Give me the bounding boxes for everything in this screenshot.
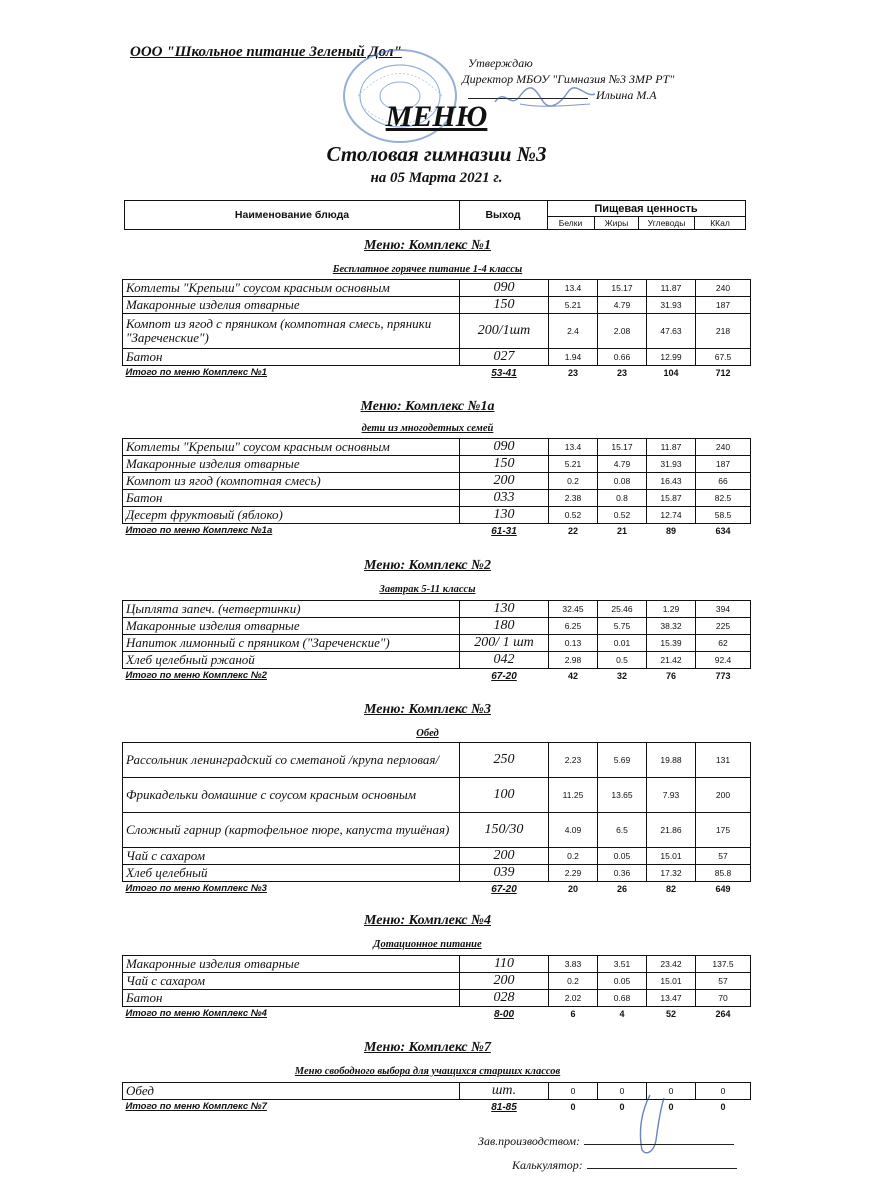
dish-kcal: 85.8 [696,865,751,882]
dish-output: 042 [460,652,549,669]
total-fats: 23 [616,368,627,378]
header-kcal: ККал [710,218,730,228]
dish-kcal: 218 [696,314,751,349]
dish-output: 200 [460,973,549,990]
dish-fats: 0.05 [598,848,647,865]
dish-fats: 0.5 [598,652,647,669]
total-carbs: 82 [665,884,676,894]
dish-output: 200/ 1 шт [460,635,549,652]
table-header [124,200,746,230]
total-fats: 26 [616,884,627,894]
total-kcal: 634 [715,526,731,536]
dish-kcal: 66 [696,473,751,490]
total-label: Итого по меню Комплекс №1 [125,367,267,378]
total-kcal: 773 [715,671,731,681]
section-title: Меню: Комплекс №1а [360,399,495,414]
dish-output: 033 [460,490,549,507]
dish-carbs: 15.39 [647,635,696,652]
dish-proteins: 3.83 [549,956,598,973]
dish-proteins: 2.38 [549,490,598,507]
canteen-title: Столовая гимназии №3 [326,142,547,166]
total-proteins: 23 [567,368,578,378]
calculator-label: Калькулятор: [512,1158,583,1172]
header-output: Выход [459,201,548,229]
dish-name: Хлеб целебный ржаной [123,652,460,669]
dish-carbs: 38.32 [647,618,696,635]
table-row [123,297,751,314]
menu-table [122,955,751,1021]
section-subtitle: дети из многодетных семей [361,423,494,434]
dish-fats: 0.52 [598,507,647,524]
total-price: 67-20 [491,670,517,682]
dish-output: 150/30 [460,813,549,848]
total-fats: 21 [616,526,627,536]
section-title: Меню: Комплекс №7 [364,1040,491,1055]
total-price: 8-00 [493,1008,514,1020]
menu-table [122,600,751,683]
table-row [123,349,751,366]
table-row [123,973,751,990]
dish-name: Десерт фруктовый (яблоко) [123,507,460,524]
dish-kcal: 175 [696,813,751,848]
menu-table [122,742,751,896]
dish-output: 110 [460,956,549,973]
dish-kcal: 82.5 [696,490,751,507]
dish-carbs: 13.47 [647,990,696,1007]
table-row [123,456,751,473]
table-row [123,848,751,865]
dish-proteins: 5.21 [549,297,598,314]
dish-kcal: 225 [696,618,751,635]
total-label: Итого по меню Комплекс №3 [125,883,267,894]
table-row [123,813,751,848]
dish-fats: 0.66 [598,349,647,366]
total-price: 81-85 [491,1101,517,1113]
total-price: 61-31 [491,525,517,537]
dish-name: Макаронные изделия отварные [123,297,460,314]
dish-kcal: 70 [696,990,751,1007]
dish-proteins: 2.4 [549,314,598,349]
table-row [123,314,751,349]
total-proteins: 42 [567,671,578,681]
dish-output: 090 [460,280,549,297]
dish-output: 200 [460,848,549,865]
dish-proteins: 13.4 [549,439,598,456]
dish-output: 090 [460,439,549,456]
dish-name: Компот из ягод с пряником (компотная смесь, пряники "Зареченские") [123,314,460,349]
dish-carbs: 21.42 [647,652,696,669]
dish-name: Котлеты "Крепыш" соусом красным основным [123,439,460,456]
dish-kcal: 57 [696,973,751,990]
signature-line [584,1134,734,1145]
dish-fats: 3.51 [598,956,647,973]
dish-carbs: 12.74 [647,507,696,524]
dish-carbs: 15.01 [647,973,696,990]
dish-proteins: 0.2 [549,848,598,865]
dish-name: Батон [123,990,460,1007]
dish-proteins: 0.2 [549,473,598,490]
dish-carbs: 0 [647,1083,696,1100]
table-row [123,865,751,882]
dish-carbs: 19.88 [647,743,696,778]
dish-carbs: 15.01 [647,848,696,865]
dish-fats: 0.8 [598,490,647,507]
dish-kcal: 187 [696,297,751,314]
dish-name: Сложный гарнир (картофельное пюре, капуста тушёная) [123,813,460,848]
production-head-line [478,1134,734,1149]
dish-carbs: 12.99 [647,349,696,366]
dish-output: 200 [460,473,549,490]
section-title: Меню: Комплекс №3 [364,702,491,717]
section-subtitle: Бесплатное горячее питание 1-4 классы [332,264,523,275]
dish-proteins: 11.25 [549,778,598,813]
signature-line [587,1158,737,1169]
calculator-line [512,1158,737,1173]
dish-carbs: 31.93 [647,297,696,314]
dish-fats: 4.79 [598,297,647,314]
dish-name: Цыплята запеч. (четвертинки) [123,601,460,618]
table-row [123,507,751,524]
table-row [123,743,751,778]
header-proteins: Белки [547,217,595,229]
dish-name: Чай с сахаром [123,848,460,865]
dish-proteins: 5.21 [549,456,598,473]
header-nutrition: Пищевая ценность [547,201,745,217]
total-fats: 0 [619,1102,625,1112]
dish-fats: 0.68 [598,990,647,1007]
dish-carbs: 11.87 [647,280,696,297]
dish-output: 250 [460,743,549,778]
table-row [123,990,751,1007]
total-label: Итого по меню Комплекс №1а [125,525,273,536]
dish-carbs: 11.87 [647,439,696,456]
total-kcal: 649 [715,884,731,894]
dish-carbs: 16.43 [647,473,696,490]
total-label: Итого по меню Комплекс №2 [125,670,267,681]
dish-output: 200/1шт [460,314,549,349]
dish-name: Хлеб целебный [123,865,460,882]
header-carbs: Углеводы [639,217,695,229]
dish-kcal: 394 [696,601,751,618]
dish-fats: 4.79 [598,456,647,473]
total-row [123,669,751,684]
dish-kcal: 240 [696,439,751,456]
dish-fats: 0.01 [598,635,647,652]
dish-name: Котлеты "Крепыш" соусом красным основным [123,280,460,297]
dish-kcal: 0 [696,1083,751,1100]
table-row [123,439,751,456]
dish-carbs: 1.29 [647,601,696,618]
total-kcal: 0 [720,1102,726,1112]
total-proteins: 6 [570,1009,576,1019]
dish-kcal: 187 [696,456,751,473]
total-row [123,524,751,539]
total-row [123,366,751,381]
dish-kcal: 92.4 [696,652,751,669]
total-proteins: 0 [570,1102,576,1112]
dish-proteins: 1.94 [549,349,598,366]
dish-fats: 0 [598,1083,647,1100]
dish-carbs: 17.32 [647,865,696,882]
dish-name: Макаронные изделия отварные [123,618,460,635]
dish-kcal: 57 [696,848,751,865]
dish-name: Фрикадельки домашние с соусом красным основным [123,778,460,813]
section-subtitle: Завтрак 5-11 классы [379,584,476,595]
dish-fats: 2.08 [598,314,647,349]
dish-fats: 0.08 [598,473,647,490]
section-title: Меню: Комплекс №1 [364,238,491,253]
total-kcal: 264 [715,1009,731,1019]
table-row [123,601,751,618]
dish-proteins: 13.4 [549,280,598,297]
dish-kcal: 137.5 [696,956,751,973]
dish-output: 180 [460,618,549,635]
table-row [123,618,751,635]
approve-label: Утверждаю [468,56,533,70]
section-subtitle: Меню свободного выбора для учащихся старших классов [294,1066,561,1077]
dish-output: 130 [460,507,549,524]
dish-name: Макаронные изделия отварные [123,456,460,473]
total-kcal: 712 [715,368,731,378]
dish-name: Напиток лимонный с пряником ("Зареченские") [123,635,460,652]
menu-table [122,438,751,538]
dish-proteins: 4.09 [549,813,598,848]
dish-name: Макаронные изделия отварные [123,956,460,973]
header-fats: Жиры [595,217,639,229]
dish-fats: 0.05 [598,973,647,990]
dish-output: 039 [460,865,549,882]
dish-proteins: 0.52 [549,507,598,524]
dish-fats: 15.17 [598,280,647,297]
total-price: 67-20 [491,883,517,895]
total-label: Итого по меню Комплекс №4 [125,1008,267,1019]
dish-fats: 5.69 [598,743,647,778]
menu-table [122,279,751,380]
dish-proteins: 2.02 [549,990,598,1007]
total-row [123,882,751,897]
production-head-label: Зав.производством: [478,1134,581,1148]
table-row [123,635,751,652]
dish-fats: 5.75 [598,618,647,635]
dish-name: Обед [123,1083,460,1100]
dish-proteins: 32.45 [549,601,598,618]
dish-output: 150 [460,456,549,473]
dish-proteins: 0.2 [549,973,598,990]
director-name: Ильина М.А [596,88,657,102]
dish-output: 027 [460,349,549,366]
dish-kcal: 200 [696,778,751,813]
organization-name: ООО "Школьное питание Зеленый Дол" [130,44,402,60]
table-row [123,473,751,490]
total-label: Итого по меню Комплекс №7 [125,1101,267,1112]
dish-carbs: 15.87 [647,490,696,507]
dish-proteins: 2.29 [549,865,598,882]
section-title: Меню: Комплекс №4 [364,913,491,928]
page-title: МЕНЮ [385,100,488,133]
table-row [123,956,751,973]
dish-output: 130 [460,601,549,618]
dish-name: Чай с сахаром [123,973,460,990]
dish-kcal: 67.5 [696,349,751,366]
total-carbs: 76 [665,671,676,681]
total-carbs: 89 [665,526,676,536]
dish-output: 028 [460,990,549,1007]
total-price: 53-41 [491,367,517,379]
dish-kcal: 58.5 [696,507,751,524]
dish-fats: 13.65 [598,778,647,813]
dish-proteins: 2.23 [549,743,598,778]
dish-carbs: 31.93 [647,456,696,473]
dish-kcal: 62 [696,635,751,652]
total-fats: 32 [616,671,627,681]
dish-name: Рассольник ленинградский со сметаной /крупа перловая/ [123,743,460,778]
dish-kcal: 240 [696,280,751,297]
dish-fats: 0.36 [598,865,647,882]
header-dish-name: Наименование блюда [125,201,460,229]
dish-proteins: 0.13 [549,635,598,652]
director-title: Директор МБОУ "Гимназия №3 ЗМР РТ" [462,72,675,86]
dish-fats: 6.5 [598,813,647,848]
total-fats: 4 [619,1009,625,1019]
total-carbs: 52 [665,1009,676,1019]
section-title: Меню: Комплекс №2 [364,558,491,573]
dish-proteins: 6.25 [549,618,598,635]
table-row [123,778,751,813]
section-subtitle: Дотационное питание [373,939,482,950]
total-carbs: 104 [663,368,679,378]
dish-name: Батон [123,490,460,507]
dish-output: 150 [460,297,549,314]
dish-fats: 15.17 [598,439,647,456]
table-row [123,280,751,297]
section-subtitle: Обед [416,728,439,739]
dish-carbs: 7.93 [647,778,696,813]
dish-output: шт. [460,1083,549,1100]
dish-name: Батон [123,349,460,366]
dish-name: Компот из ягод (компотная смесь) [123,473,460,490]
dish-proteins: 2.98 [549,652,598,669]
total-carbs: 0 [668,1102,674,1112]
dish-carbs: 47.63 [647,314,696,349]
dish-carbs: 21.86 [647,813,696,848]
dish-fats: 25.46 [598,601,647,618]
table-row [123,490,751,507]
dish-proteins: 0 [549,1083,598,1100]
table-row [123,652,751,669]
menu-date: на 05 Марта 2021 г. [370,170,503,186]
total-proteins: 20 [567,884,578,894]
dish-kcal: 131 [696,743,751,778]
dish-carbs: 23.42 [647,956,696,973]
total-row [123,1007,751,1022]
dish-output: 100 [460,778,549,813]
calculator-signature [620,1090,680,1160]
total-proteins: 22 [567,526,578,536]
